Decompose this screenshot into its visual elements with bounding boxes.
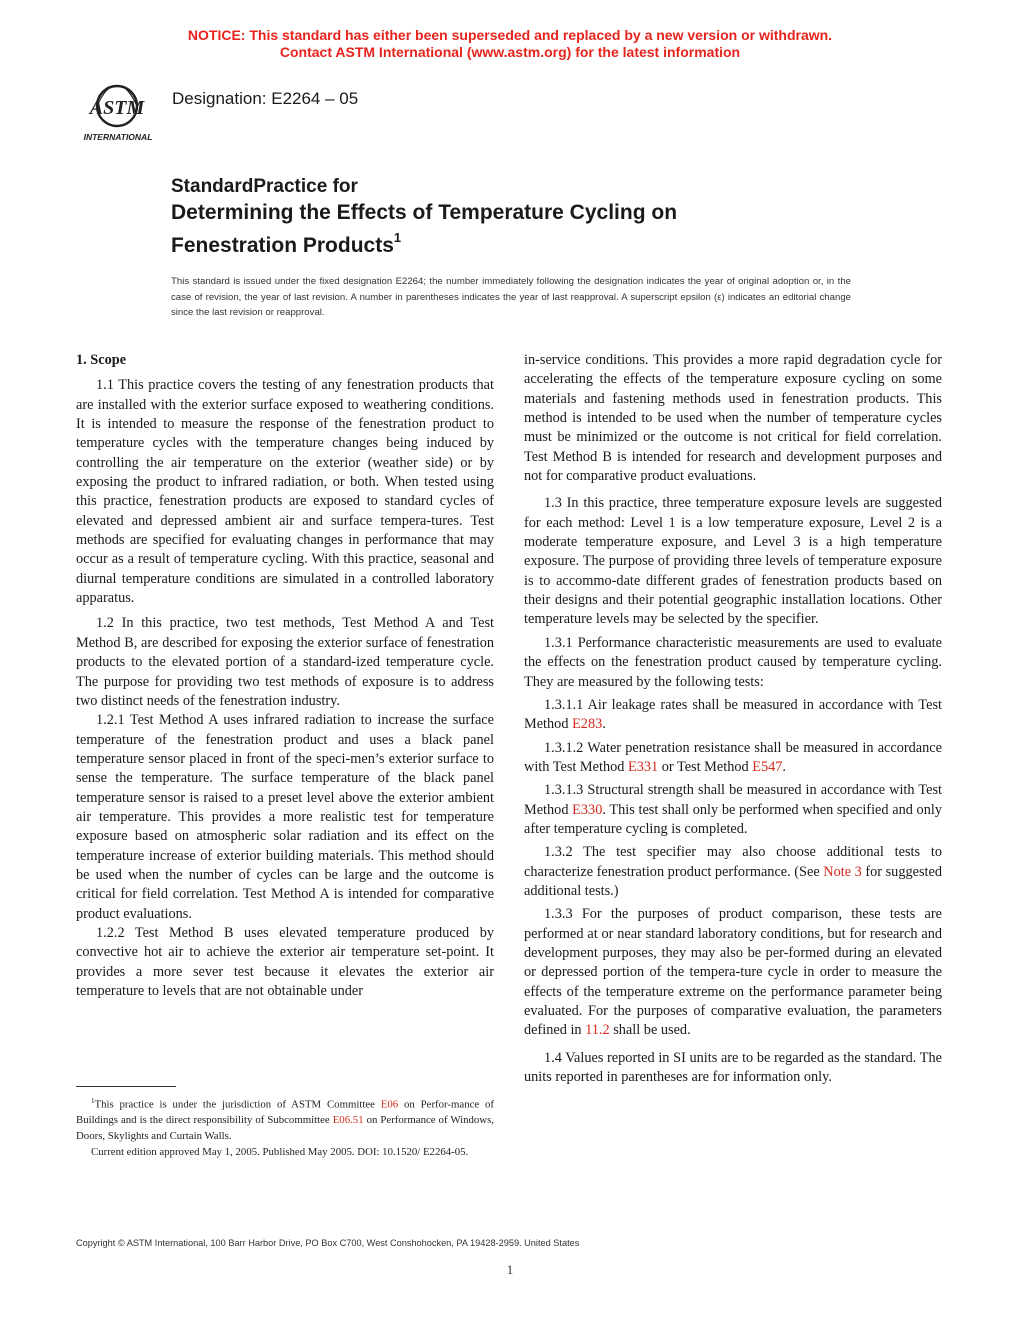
text-run: . <box>602 716 606 733</box>
footnote-mark: 1 <box>91 1097 95 1105</box>
title-line-1: StandardPractice for <box>171 176 358 197</box>
title-line-2: Determining the Effects of Temperature Cycling on <box>171 201 678 224</box>
section-heading-scope: 1. Scope <box>76 352 127 368</box>
left-column <box>76 351 494 1001</box>
notice-line-1: NOTICE: This standard has either been superseded and replaced by a new version or withdrawn. <box>187 27 833 43</box>
text-run: for suggested additional tests.) <box>524 863 943 899</box>
footnote-1 <box>76 1094 494 1145</box>
text-run: . This test shall only be performed when specified and only after temperature cycling is completed. <box>524 801 942 837</box>
link-e06-51[interactable]: E06.51 <box>332 1114 364 1127</box>
paragraph-1-2-1: 1.2.1 Test Method A uses infrared radiation to increase the surface temperature of the fenestration product and uses a black panel temperature sensor placed in front of the speci-men’s exterior surface to sense the temperature. The surface temperature of the black panel temperature sensor is raised to a preset level above the exterior ambient air temperature. This provides a more realistic test for temperature exposure based on atmospheric solar radiation and its effect on the temperature increase of exterior building materials. This method should be used when the number of cycles can be large and the outcome is critical for field correlation. Test Method A is intended for comparative product evaluations. <box>76 712 494 922</box>
paragraph-1-3-2 <box>524 843 942 901</box>
paragraph-1-3-1: 1.3.1 Performance characteristic measurements are used to evaluate the effects on the fenestration product caused by temperature cycling. They are measured by the following tests: <box>524 634 942 690</box>
notice-line-2: Contact ASTM International (www.astm.org) for the latest information <box>279 44 741 60</box>
text-run: 1.3.2 The test specifier may also choose additional tests to characterize fenestration product performance. (See <box>524 844 942 880</box>
paragraph-1-3: 1.3 In this practice, three temperature exposure levels are suggested for each method: Level 1 is a low temperature exposure, Level 2 is a moderate temperature exposure, and Level 3 is a high temperature exposure. The purpose of providing three levels of temperature exposure is to accommo-date different grades of fenestration products based on their designs and their potential geographic installation locations. Other temperature levels may be selected by the specifier. <box>524 495 942 628</box>
paragraph-1-1: 1.1 This practice covers the testing of any fenestration products that are installed with the exterior surface exposed to weathering conditions. It is intended to measure the response of the fenestration product to temperature cycles with the temperature changes being induced by controlling the air temperature on the exterior (weather side) or by exposing the product to infrared radiation, or both. When tested using this practice, fenestration products are exposed to standard cycles of elevated and depressed ambient air and surface tempera-tures. Test methods are specified for evaluating changes in performance that may occur as a result of temperature cycling. With this practice, seasonal and diurnal temperature conditions are simulated in a controlled laboratory apparatus. <box>76 377 494 607</box>
text-run: on Perfor-mance of Buildings and is the direct responsibility of Subcommittee <box>76 1098 494 1127</box>
issued-note: This standard is issued under the fixed designation E2264; the number immediately following the designation indicates the year of original adoption or, in the case of revision, the year of last revision. A number in parentheses indicates the year of last reapproval. A superscript epsilon (ε) indicates an editorial change since the last revision or reapproval. <box>171 276 851 318</box>
paragraph-1-2-2: 1.2.2 Test Method B uses elevated temperature produced by convective hot air to achieve the exterior air temperature set-point. It provides a more sever test because it elevates the exterior air temperature to levels that are not obtainable under <box>76 924 494 999</box>
link-11-2[interactable]: 11.2 <box>585 1022 610 1039</box>
title-footnote-mark: 1 <box>393 230 402 245</box>
link-e331[interactable]: E331 <box>627 758 659 775</box>
link-e283[interactable]: E283 <box>572 716 603 733</box>
title-line-3-text: Fenestration Products <box>171 234 394 257</box>
designation: Designation: E2264 – 05 <box>172 89 359 108</box>
text-run: This practice is under the jurisdiction of ASTM Committee <box>94 1098 381 1111</box>
paragraph-1-4: 1.4 Values reported in SI units are to be regarded as the standard. The units reported in parentheses are for information only. <box>524 1049 942 1086</box>
paragraph-1-3-1-3 <box>524 781 942 839</box>
copyright-line: Copyright © ASTM International, 100 Barr Harbor Drive, PO Box C700, West Conshohocken, PA 19428-2959. United States <box>76 1238 580 1248</box>
text-run: 1.3.3 For the purposes of product comparison, these tests are performed at or near standard laboratory conditions, but for research and development purposes, they may also be per-formed during an elevated or depressed portion of the tempera-ture cycle in order to measure the effects of the temperature extreme on the performance parameter being evaluated. For the purposes of comparative evaluation, the parameters defined in <box>524 906 942 1039</box>
footnote-edition: Current edition approved May 1, 2005. Published May 2005. DOI: 10.1520/ E2264-05. <box>91 1145 469 1158</box>
link-e330[interactable]: E330 <box>572 801 603 818</box>
page-number: 1 <box>506 1262 514 1277</box>
footnote-divider <box>76 1086 176 1087</box>
paragraph-1-3-1-2 <box>524 739 942 778</box>
astm-logo-icon <box>72 76 164 146</box>
logo-label: INTERNATIONAL <box>83 132 153 142</box>
link-e547[interactable]: E547 <box>752 758 783 775</box>
link-note-3[interactable]: Note 3 <box>823 863 862 880</box>
superseded-notice <box>0 27 1020 61</box>
page-title <box>171 174 871 259</box>
text-run: or Test Method <box>658 758 753 775</box>
title-line-3 <box>171 226 871 259</box>
text-run: 1.3.1.3 Structural strength shall be measured in accordance with Test Method <box>524 782 942 818</box>
paragraph-1-2-2-continued: in-service conditions. This provides a more rapid degradation cycle for accelerating the effects of the temperature exposure cycling on some materials and fastening methods used in fenestration products. This method is intended to be used when the number of temperature cycles must be minimized or the outcome is not critical for field correlation. Test Method B is intended for research and development purposes and not for comparative product evaluations. <box>524 352 942 485</box>
text-run: . <box>782 758 786 775</box>
text-run: shall be used. <box>609 1022 691 1039</box>
text-run: 1.3.1.1 Air leakage rates shall be measured in accordance with Test Method <box>524 696 942 733</box>
text-run: 1.3.1.2 Water penetration resistance shall be measured in accordance with Test Method <box>524 739 942 775</box>
paragraph-1-3-3 <box>524 905 942 1040</box>
paragraph-1-3-1-1 <box>524 696 942 735</box>
link-e06[interactable]: E06 <box>380 1098 399 1111</box>
footnotes <box>76 1094 494 1161</box>
paragraph-1-2: 1.2 In this practice, two test methods, Test Method A and Test Method B, are described for exposing the exterior surface of fenestration products to the elevated portion of a standard-ized temperature cycle. The purpose for providing two test methods of exposure is to address two distinct needs of the fenestration industry. <box>76 615 494 709</box>
logo-letters: ASTM <box>89 97 145 119</box>
right-column <box>524 351 942 1087</box>
text-run: on Performance of Windows, Doors, Skylights and Curtain Walls. <box>76 1114 494 1143</box>
